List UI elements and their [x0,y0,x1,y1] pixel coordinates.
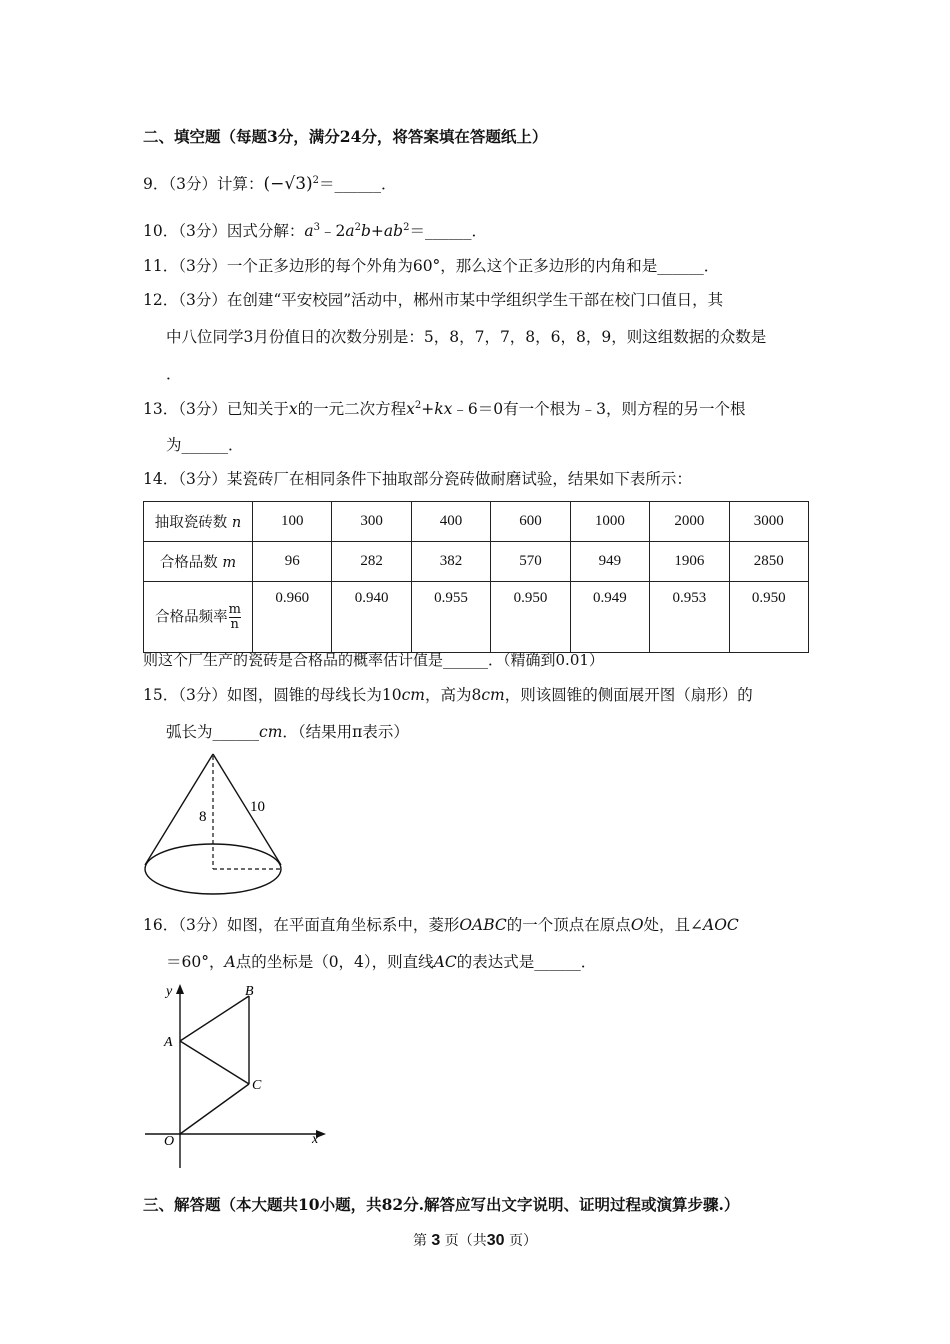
table-cell: 282 [332,542,411,582]
table-cell: 3000 [729,502,808,542]
table-cell: 570 [491,542,570,582]
footer-mid: 页（共 [444,1233,487,1249]
question-14-after: 则这个厂生产的瓷砖是合格品的概率估计值是______．（精确到0.01） [143,651,604,669]
question-15-line-2 [166,722,409,742]
q9-prefix: 9．（3分）计算： [143,175,264,193]
q10-suffix: ＝______． [409,222,487,240]
cone-slant-edge [213,754,281,865]
y-axis-arrow [176,984,184,994]
table-cell: 0.949 [570,582,649,653]
row-label-m [144,542,253,582]
q15-text-b: ，高为8 [424,686,482,704]
q16-var-oabc: OABC [459,916,507,934]
label-text: 合格品数 [159,555,218,571]
q13-part-2: 的一元二次方程 [297,400,407,418]
footer-pre: 第 [412,1233,427,1249]
table-cell: 2000 [650,502,729,542]
q15-unit-cm: cm [481,686,505,704]
table-row-frequency [144,582,809,653]
table-cell: 96 [253,542,332,582]
table-row-n [144,502,809,542]
label-text: 合格品频率 [155,609,228,625]
section-2-title: 二、填空题（每题3分，满分24分，将答案填在答题纸上） [143,127,548,146]
footer-total-pages: 30 [486,1232,505,1249]
q13-var-x2: x [406,400,415,418]
point-a-label: A [164,1035,173,1050]
table-cell: 0.950 [729,582,808,653]
footer-page-number: 3 [431,1232,441,1249]
q16-text-d: ＝60°， [166,953,225,971]
q16-var-ac: AC [433,953,457,971]
q10-var-ab: ab [383,222,404,240]
q16-var-aoc: AOC [703,916,739,934]
table-cell: 0.950 [491,582,570,653]
table-cell: 0.955 [411,582,490,653]
question-12-line-1: 12．（3分）在创建“平安校园”活动中，郴州市某中学组织学生干部在校门口值日，其 [143,291,724,309]
point-b-label: B [245,984,254,999]
q15-text-a: 15．（3分）如图，圆锥的母线长为10 [143,686,402,704]
q13-exp: 2 [414,400,422,411]
q15-unit-cm: cm [401,686,425,704]
question-16-line-1 [143,915,739,935]
q16-var-a: A [224,953,236,971]
question-10 [143,221,487,241]
q16-text-e: 点的坐标是（0，4），则直线 [235,953,434,971]
q13-part-1: 13．（3分）已知关于 [143,400,289,418]
q13-part-4: ﹣6＝0有一个根为﹣3，则方程的另一个根 [452,400,746,418]
y-axis-label: y [166,984,173,999]
q13-var-kx: kx [434,400,453,418]
table-cell: 0.960 [253,582,332,653]
question-14-intro: 14．（3分）某瓷砖厂在相同条件下抽取部分瓷砖做耐磨试验，结果如下表所示： [143,470,692,488]
q16-text-f: 的表达式是______． [456,953,597,971]
table-cell: 949 [570,542,649,582]
question-12-line-3: ． [166,365,182,383]
table-cell: 382 [411,542,490,582]
var-m: m [222,555,237,571]
q10-var-a: a [304,222,314,240]
question-15-line-1 [143,685,753,705]
rhombus-coordinate-figure [140,978,340,1173]
var-n: n [231,515,242,531]
q15-text-e: ．（结果用π表示） [282,723,409,741]
point-c-label: C [252,1078,262,1093]
footer-post: 页） [509,1233,538,1249]
question-13-line-2: 为______． [166,436,244,454]
q10-var-b: b [360,222,371,240]
q10-prefix: 10．（3分）因式分解： [143,222,305,240]
edge-ac [180,1041,249,1084]
edge-oc [180,1084,249,1134]
page-footer [0,1230,950,1250]
q10-var-a2: a [345,222,355,240]
q9-exponent: 2 [312,175,320,186]
question-16-line-2 [166,952,596,972]
section-3-title: 三、解答题（本大题共10小题，共82分.解答应写出文字说明、证明过程或演算步骤.） [143,1195,740,1214]
question-11: 11．（3分）一个正多边形的每个外角为60°，那么这个正多边形的内角和是______． [143,257,720,275]
label-text: 抽取瓷砖数 [154,515,228,531]
table-cell: 1906 [650,542,729,582]
fraction-m-over-n [229,603,241,632]
q10-plus: + [370,222,384,240]
fraction-denominator: n [230,616,239,632]
row-label-n [144,502,253,542]
edge-ba [180,996,249,1041]
table-cell: 0.940 [332,582,411,653]
question-13-line-1 [143,399,745,419]
q16-text-c: 处，且∠ [643,916,704,934]
q10-minus-2: ﹣2 [319,222,346,240]
table-cell: 300 [332,502,411,542]
cone-height-label: 8 [199,809,207,825]
point-o-label: O [164,1134,175,1149]
table-cell: 2850 [729,542,808,582]
q13-var-x: x [288,400,298,418]
question-9 [143,174,397,194]
table-cell: 1000 [570,502,649,542]
table-cell: 400 [411,502,490,542]
q13-plus: + [421,400,435,418]
fraction-numerator: m [228,601,241,617]
q16-text-b: 的一个顶点在原点 [506,916,631,934]
q10-exp-3: 2 [403,222,410,233]
cone-slant-label: 10 [250,799,265,815]
cone-figure [140,748,290,898]
q16-var-o: O [630,916,644,934]
q15-text-d: 弧长为______ [166,723,260,741]
x-axis-label: x [312,1132,319,1147]
table-cell: 600 [491,502,570,542]
table-cell: 100 [253,502,332,542]
q16-text-a: 16．（3分）如图，在平面直角坐标系中，菱形 [143,916,460,934]
table-cell: 0.953 [650,582,729,653]
test-results-table [143,501,809,653]
q9-suffix: ＝______． [319,175,397,193]
q15-unit-cm: cm [259,723,283,741]
q15-text-c: ，则该圆锥的侧面展开图（扇形）的 [504,686,753,704]
row-label-frequency [144,582,253,653]
q10-exp-1: 3 [313,222,320,233]
q10-exp-2: 2 [354,222,361,233]
table-row-m [144,542,809,582]
q9-expression: (−√3) [263,174,313,194]
question-12-line-2: 中八位同学3月份值日的次数分别是：5，8，7，7，8，6，8，9，则这组数据的众数是 [166,328,767,346]
